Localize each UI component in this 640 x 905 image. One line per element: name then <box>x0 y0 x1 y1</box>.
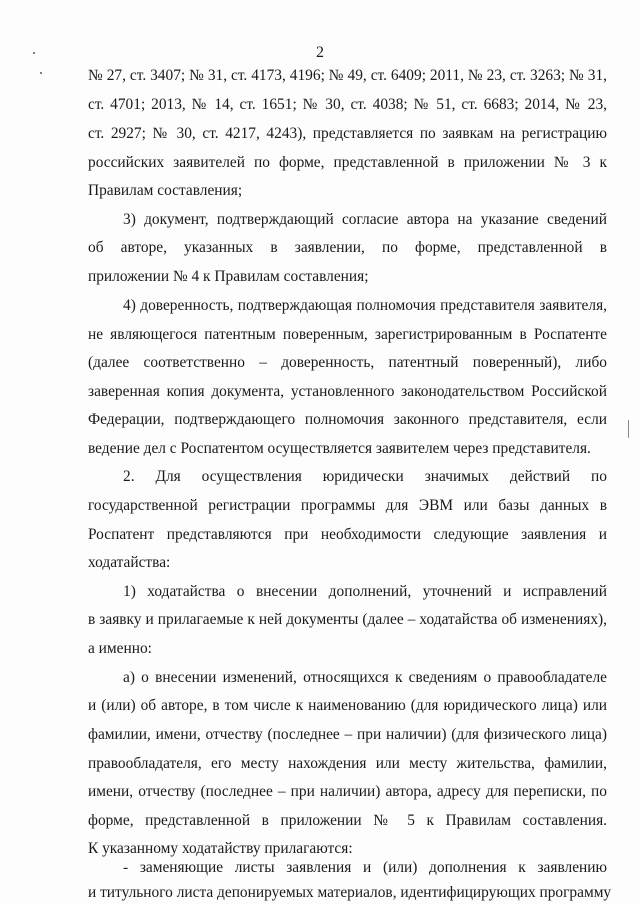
text-line: 2. Для осуществления юридически значимых действий по <box>123 468 607 485</box>
text-line: 3) документ, подтверждающий согласие автора на указание сведений <box>123 211 607 228</box>
text-line: 4) доверенность, подтверждающая полномочия представителя заявителя, <box>123 297 607 314</box>
text-line: ходатайства: <box>88 554 171 571</box>
text-line: российских заявителей по форме, представленной в приложении № 3 к <box>88 154 607 171</box>
text-line: государственной регистрации программы для ЭВМ или базы данных в <box>88 497 607 514</box>
text-line: заверенная копия документа, установленного законодательством Российской <box>88 383 607 400</box>
text-line: К указанному ходатайству прилагаются: <box>88 840 353 857</box>
text-line: имени, отчеству (последнее – при наличии) автора, адресу для переписки, по <box>88 783 607 800</box>
text-line: 1) ходатайства о внесении дополнений, уточнений и исправлений <box>123 583 607 600</box>
text-line: (далее соответственно – доверенность, патентный поверенный), либо <box>88 354 607 371</box>
text-line: - заменяющие листы заявления и (или) дополнения к заявлению <box>123 859 607 876</box>
text-line: фамилии, имени, отчеству (последнее – при наличии) (для физического лица) <box>88 726 607 743</box>
scan-speck <box>40 72 42 74</box>
text-line: № 27, ст. 3407; № 31, ст. 4173, 4196; № 49, ст. 6409; 2011, № 23, ст. 3263; № 31, <box>88 67 607 84</box>
text-line: приложении № 4 к Правилам составления; <box>88 268 369 285</box>
text-line: а) о внесении изменений, относящихся к сведениям о правообладателе <box>123 669 607 686</box>
scan-speck <box>33 52 35 54</box>
text-line: и титульного листа депонируемых материалов, идентифицирующих программу <box>88 884 612 901</box>
text-line: об авторе, указанных в заявлении, по форме, представленной в <box>88 239 607 256</box>
text-line: не являющегося патентным поверенным, зарегистрированным в Роспатенте <box>88 326 607 343</box>
text-line: Федерации, подтверждающего полномочия законного представителя, если <box>88 411 607 428</box>
text-line: ст. 2927; № 30, ст. 4217, 4243), представляется по заявкам на регистрацию <box>88 125 607 142</box>
text-line: Правилам составления; <box>88 182 243 199</box>
text-line: и (или) об авторе, в том числе к наименованию (для юридического лица) или <box>88 697 607 714</box>
text-line: в заявку и прилагаемые к ней документы (далее – ходатайства об изменениях), <box>88 611 607 628</box>
scan-speck <box>628 420 629 438</box>
text-line: правообладателя, его месту нахождения или месту жительства, фамилии, <box>88 755 607 772</box>
text-line: ст. 4701; 2013, № 14, ст. 1651; № 30, ст. 4038; № 51, ст. 6683; 2014, № 23, <box>88 96 607 113</box>
text-line: а именно: <box>88 640 152 657</box>
text-line: форме, представленной в приложении № 5 к Правилам составления. <box>88 812 607 829</box>
text-line: Роспатент представляются при необходимости следующие заявления и <box>88 526 607 543</box>
text-line: ведение дел с Роспатентом осуществляется заявителем через представителя. <box>88 440 591 457</box>
page-number: 2 <box>316 44 324 61</box>
